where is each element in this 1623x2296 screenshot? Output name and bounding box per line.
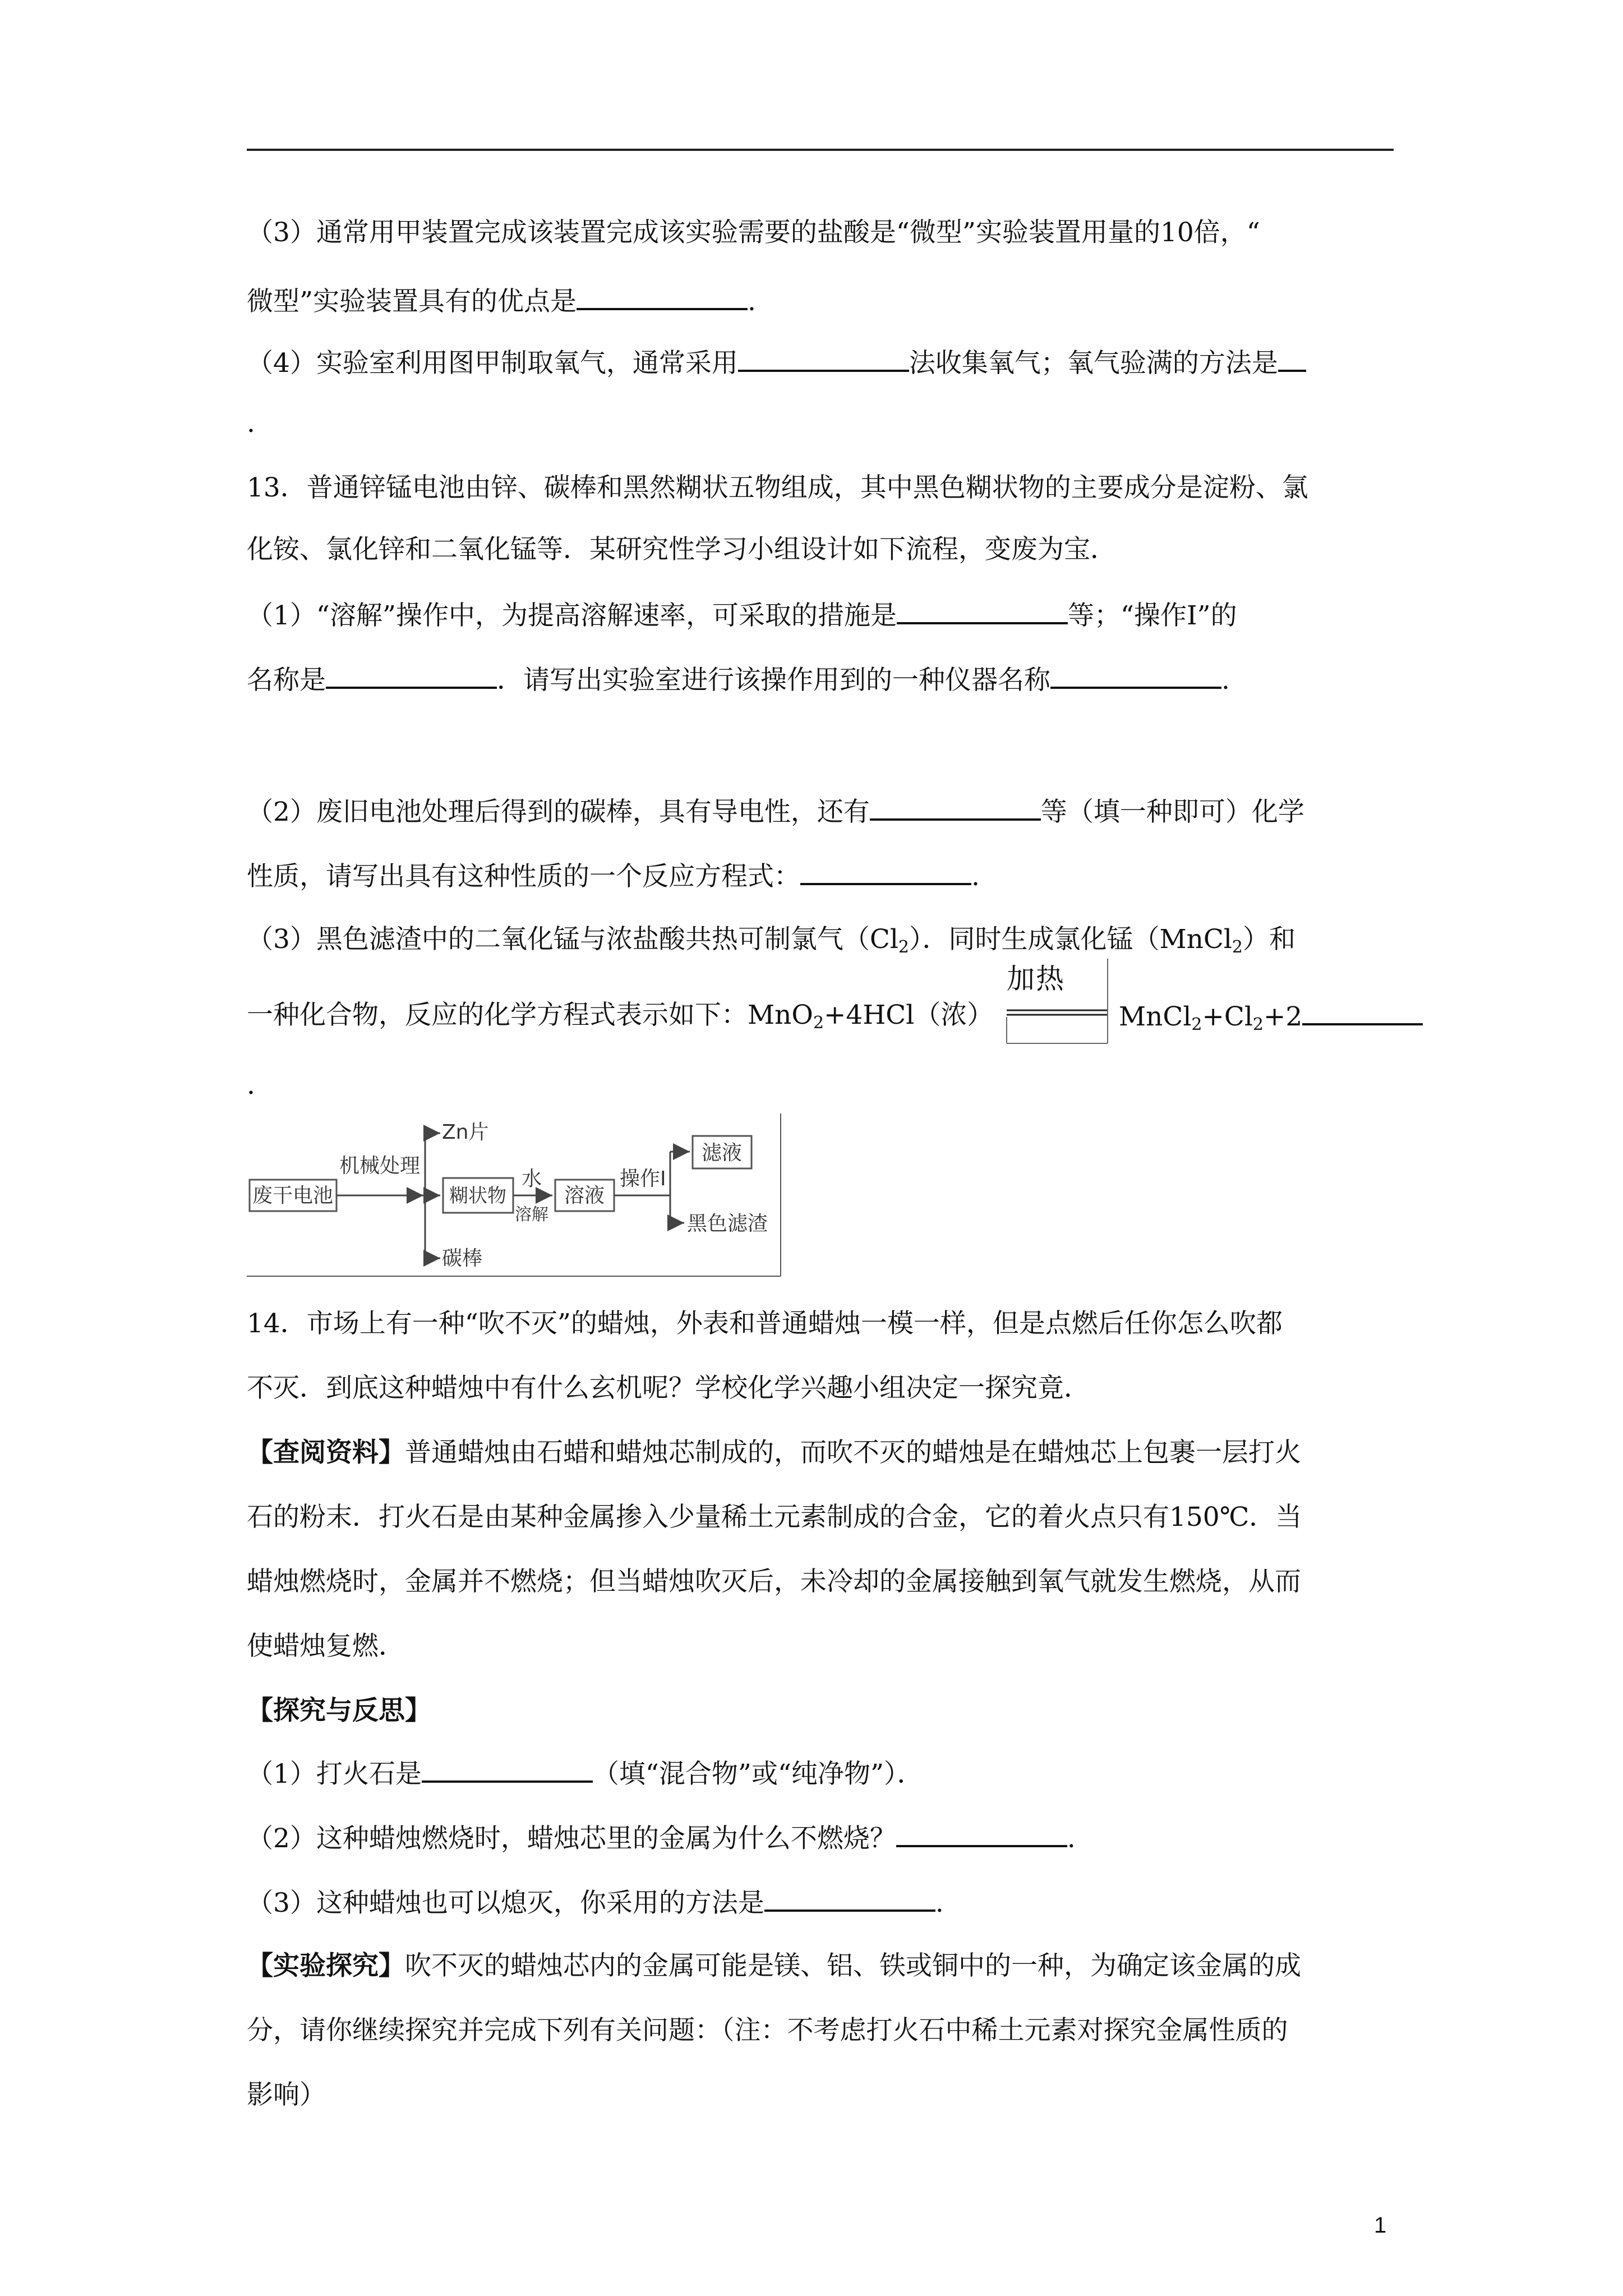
answer-blank[interactable] <box>1050 662 1221 689</box>
answer-blank[interactable] <box>1278 345 1306 372</box>
answer-blank[interactable] <box>738 345 909 372</box>
header-rule <box>247 149 1394 151</box>
section-tag: 【查阅资料】 <box>247 1437 405 1468</box>
q13-stem-line2: 化铵、氯化锌和二氧化锰等．某研究性学习小组设计如下流程，变废为宝． <box>247 534 1117 565</box>
q14-info-line4: 使蜡烛复燃． <box>247 1631 405 1662</box>
equals-sign-icon <box>995 956 1116 1046</box>
q14-r1-line: （1）打火石是 （填“混合物”或“纯净物”）． <box>247 1756 924 1791</box>
recycling-flowchart <box>247 1114 785 1282</box>
section-tag: 【实验探究】 <box>247 1950 405 1981</box>
q12-part3-line1: （3）通常用甲装置完成该装置完成该实验需要的盐酸是“微型”实验装置用量的10倍，“ <box>247 217 1260 248</box>
q13-part1-line1: （1）“溶解”操作中，为提高溶解速率，可采取的措施是 等；“操作Ⅰ”的 <box>247 597 1237 633</box>
q12-part4-line: （4）实验室利用图甲制取氧气，通常采用 法收集氧气；氧气验满的方法是 <box>247 345 1306 380</box>
q13-equation-right: $MnCl_2+Cl_2+2$ <box>1119 999 1423 1034</box>
q14-r3-line: （3）这种蜡烛也可以熄灭，你采用的方法是 . <box>247 1885 944 1920</box>
q14-exp-line2: 分，请你继续探究并完成下列有关问题：（注：不考虑打火石中稀土元素对探究金属性质的 <box>247 2015 1288 2046</box>
q14-stem-line1: 14．市场上有一种“吹不灭”的蜡烛，外表和普通蜡烛一模一样，但是点燃后任你怎么吹都 <box>247 1308 1283 1339</box>
answer-blank[interactable] <box>577 283 748 310</box>
flow-filtrate-text: 滤液 <box>701 1142 743 1165</box>
flow-zn-text: Zn片 <box>442 1121 489 1144</box>
q14-info-line1: 【查阅资料】普通蜡烛由石蜡和蜡烛芯制成的，而吹不灭的蜡烛是在蜡烛芯上包裹一层打火 <box>247 1437 1301 1468</box>
answer-blank[interactable] <box>1302 999 1423 1025</box>
q12-part3-line2: 微型”实验装置具有的优点是 . <box>247 283 756 319</box>
q14-exp-line1: 【实验探究】吹不灭的蜡烛芯内的金属可能是镁、铝、铁或铜中的一种，为确定该金属的成 <box>247 1950 1301 1981</box>
q12-part4-dot: . <box>247 408 255 439</box>
flow-step1-text: 机械处理 <box>339 1154 421 1177</box>
answer-blank[interactable] <box>897 597 1068 624</box>
flow-rod-text: 碳棒 <box>442 1247 483 1270</box>
answer-blank[interactable] <box>422 1756 593 1783</box>
flow-residue-text: 黑色滤渣 <box>687 1212 768 1235</box>
q13-part2-line2: 性质，请写出具有这种性质的一个反应方程式： . <box>247 858 980 894</box>
answer-blank[interactable] <box>870 794 1041 821</box>
q14-r2-line: （2）这种蜡烛燃烧时，蜡烛芯里的金属为什么不燃烧？ . <box>247 1820 1076 1856</box>
q14-stem-line2: 不灭．到底这种蜡烛中有什么玄机呢？学校化学兴趣小组决定一探究竟． <box>247 1373 1090 1404</box>
flow-dissolve-text: 溶解 <box>515 1205 548 1225</box>
flow-op-text: 操作Ⅰ <box>620 1167 666 1190</box>
heating-condition <box>995 956 1116 1046</box>
q13-stem-line1: 13．普通锌锰电池由锌、碳棒和黑然糊状五物组成，其中黑色糊状物的主要成分是淀粉、氯 <box>247 472 1308 503</box>
answer-blank[interactable] <box>326 662 497 689</box>
q13-part1-line2: 名称是 ．请写出实验室进行该操作用到的一种仪器名称 . <box>247 662 1230 697</box>
flow-solution-text: 溶液 <box>564 1184 605 1207</box>
q14-info-line2: 石的粉末．打火石是由某种金属掺入少量稀土元素制成的合金，它的着火点只有150℃．当 <box>247 1502 1302 1533</box>
page-number: 1 <box>1374 2213 1387 2238</box>
q13-part3-line1: （3）黑色滤渣中的二氧化锰与浓盐酸共热可制氯气$(Cl_2)$．同时生成氯化锰（MnCl$_2$）和 <box>247 924 1295 957</box>
answer-blank[interactable] <box>896 1820 1067 1847</box>
answer-blank[interactable] <box>800 858 971 885</box>
flow-start-text: 废干电池 <box>252 1184 334 1207</box>
q13-equation-left: 一种化合物，反应的化学方程式表示如下：MnO$_2$+4HCl（浓） <box>247 1000 994 1033</box>
q13-part3-dot: . <box>247 1070 255 1101</box>
q14-info-line3: 蜡烛燃烧时，金属并不燃烧；但当蜡烛吹灭后，未冷却的金属接触到氧气就发生燃烧，从而 <box>247 1566 1301 1597</box>
q14-exp-line3: 影响） <box>247 2079 326 2110</box>
flow-water-text: 水 <box>522 1167 542 1190</box>
flow-paste-text: 糊状物 <box>449 1185 506 1207</box>
q14-reflect-tag: 【探究与反思】 <box>247 1695 431 1726</box>
q13-part2-line1: （2）废旧电池处理后得到的碳棒，具有导电性，还有 等（填一种即可）化学 <box>247 794 1304 829</box>
answer-blank[interactable] <box>764 1885 935 1912</box>
heat-label: 加热 <box>1007 963 1065 995</box>
